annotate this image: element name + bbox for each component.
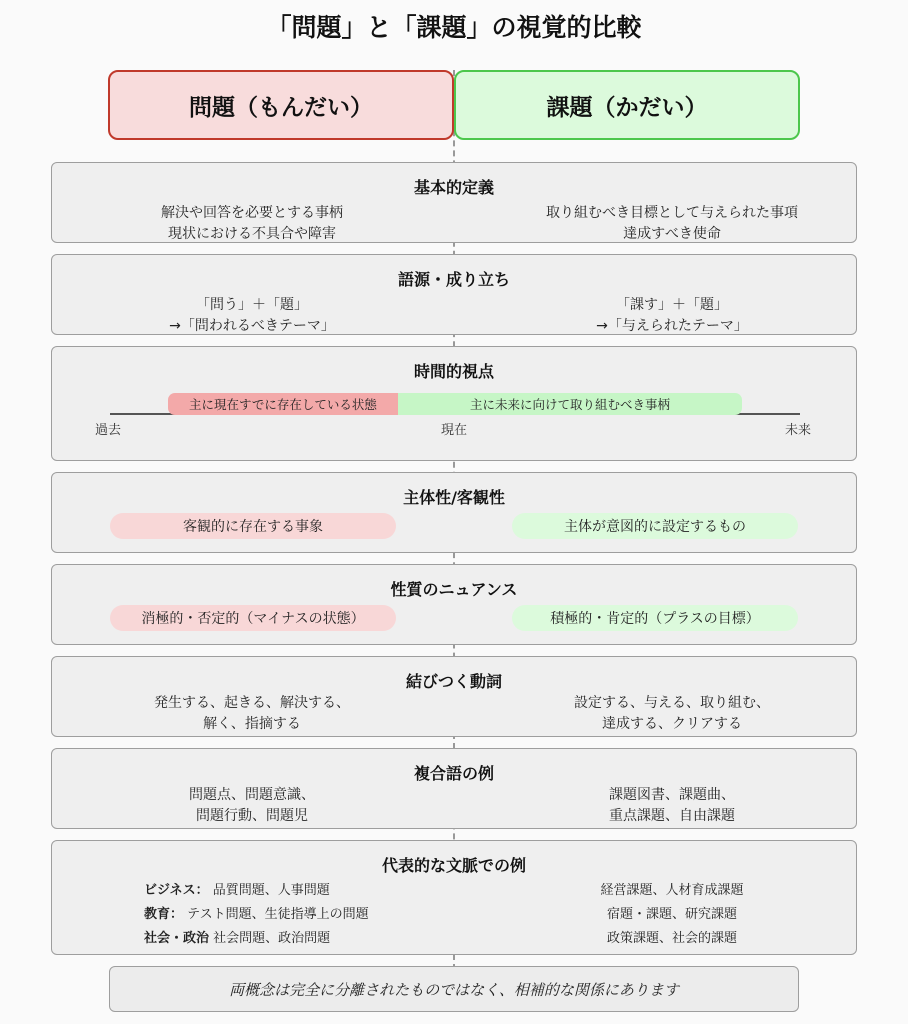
context-task-examples: 宿題・課題、研究課題 (606, 907, 737, 922)
context-label: 社会・政治 (144, 931, 210, 946)
definition-task (472, 203, 872, 245)
time-perspective-panel (51, 346, 857, 461)
timeline-present-label: 現在 (441, 423, 468, 438)
compounds-problem-line: 問題点、問題意識、 (189, 787, 315, 803)
subjectivity-task-pill: 主体が意図的に設定するもの (512, 513, 798, 539)
compounds-task-line: 課題図書、課題曲、 (609, 787, 735, 803)
footer-note: 両概念は完全に分離されたものではなく、相補的な関係にあります (109, 966, 799, 1012)
subjectivity-panel (51, 472, 857, 553)
page-title: 「問題」と「課題」の視覚的比較 (266, 13, 642, 42)
etymology-problem (52, 295, 452, 337)
nuance-task-pill: 積極的・肯定的（プラスの目標） (512, 605, 798, 631)
subjectivity-problem-pill: 客観的に存在する事象 (110, 513, 396, 539)
contexts-title: 代表的な文脈での例 (381, 856, 526, 875)
context-label: 教育： (144, 907, 184, 922)
verbs-task-line: 達成する、クリアする (602, 716, 742, 732)
timeline-past-label: 過去 (95, 423, 122, 438)
etymology-task (472, 295, 872, 337)
context-row-business (144, 879, 330, 902)
compounds-panel (51, 748, 857, 829)
time-perspective-title: 時間的視点 (413, 362, 494, 381)
problem-header: 問題（もんだい） (108, 70, 454, 140)
context-task-examples: 政策課題、社会的課題 (606, 931, 737, 946)
definition-title: 基本的定義 (413, 178, 494, 197)
compounds-problem-line: 問題行動、問題児 (196, 808, 308, 824)
verbs-problem-line: 解く、指摘する (203, 716, 301, 732)
context-problem-examples: 社会問題、政治問題 (213, 931, 331, 946)
definition-panel (51, 162, 857, 243)
context-problem-examples: テスト問題、生徒指導上の問題 (187, 907, 369, 922)
timeline-problem-bar: 主に現在すでに存在している状態 (168, 393, 398, 415)
context-label: ビジネス： (144, 883, 209, 898)
definition-task-line: 取り組むべき目標として与えられた事項 (546, 205, 798, 221)
etymology-task-line: 「課す」＋「題」 (616, 297, 728, 313)
verbs-title: 結びつく動詞 (405, 672, 502, 691)
etymology-problem-line: →「問われるべきテーマ」 (169, 318, 335, 334)
nuance-title: 性質のニュアンス (390, 580, 518, 599)
verbs-problem-line: 発生する、起きる、解決する、 (154, 695, 350, 711)
context-problem-examples: 品質問題、人事問題 (212, 883, 330, 898)
compounds-title: 複合語の例 (413, 764, 494, 783)
context-row-society (144, 927, 330, 950)
definition-problem (52, 203, 452, 245)
verbs-panel (51, 656, 857, 737)
etymology-problem-line: 「問う」＋「題」 (196, 297, 308, 313)
definition-problem-line: 解決や回答を必要とする事柄 (161, 205, 343, 221)
etymology-task-line: →「与えられたテーマ」 (596, 318, 748, 334)
context-row-education (144, 903, 369, 926)
verbs-task (472, 693, 872, 735)
definition-problem-line: 現状における不具合や障害 (168, 226, 336, 242)
nuance-panel (51, 564, 857, 645)
subjectivity-title: 主体性/客観性 (403, 488, 505, 507)
compounds-task-line: 重点課題、自由課題 (609, 808, 735, 824)
task-header: 課題（かだい） (454, 70, 800, 140)
nuance-problem-pill: 消極的・否定的（マイナスの状態） (110, 605, 396, 631)
timeline-task-bar: 主に未来に向けて取り組むべき事柄 (398, 393, 742, 415)
etymology-panel (51, 254, 857, 335)
compounds-problem (52, 785, 452, 827)
contexts-panel (51, 840, 857, 955)
timeline-future-label: 未来 (785, 423, 812, 438)
compounds-task (472, 785, 872, 827)
verbs-task-line: 設定する、与える、取り組む、 (574, 695, 770, 711)
etymology-title: 語源・成り立ち (397, 270, 510, 289)
definition-task-line: 達成すべき使命 (623, 226, 721, 242)
context-task-examples: 経営課題、人材育成課題 (600, 883, 744, 898)
verbs-problem (52, 693, 452, 735)
